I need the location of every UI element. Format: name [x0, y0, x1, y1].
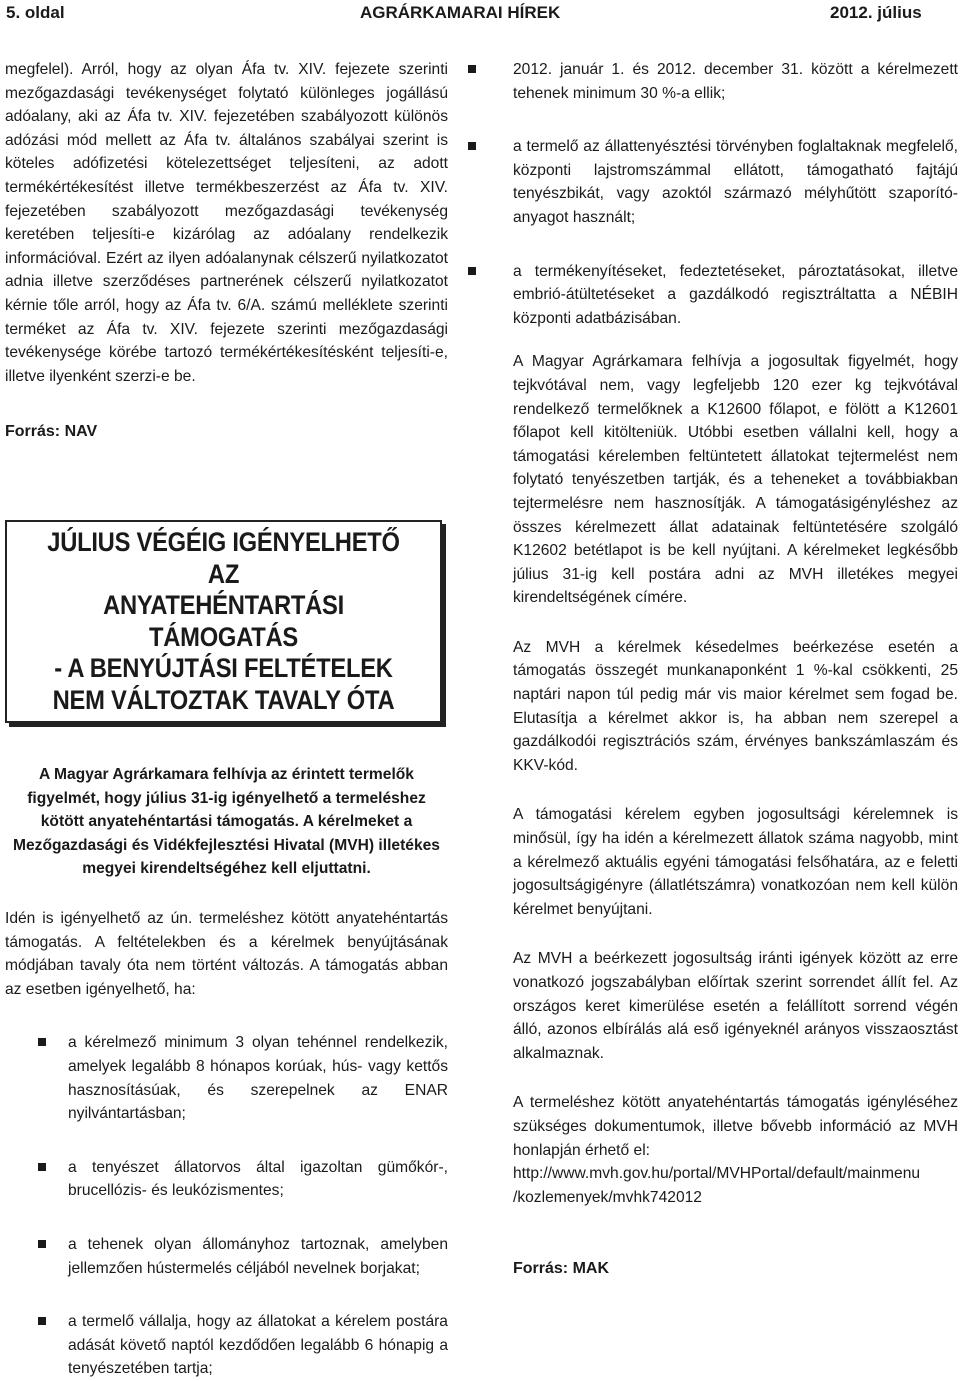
list-item-text: a termelő az állattenyésztési törvényben foglaltaknak megfelelő, központi lajstromszámmal ellátott, támogatható fajtájú tenyészbikát, vagy azoktól származó mélyhűtött szaporító-anyagot használt;: [513, 138, 958, 226]
body-paragraph: A Magyar Agrárkamara felhívja a jogosultak figyelmét, hogy tejkvótával nem, vagy legfeljebb 120 ezer kg tejkvótával rendelkező termelőknek a K12600 főlapot, e fölött a K12601 főlapot kell kitölteniük. Utóbbi esetben vállalni kell, hogy a támogatási kérelemben feltüntetett állatokat tejtermelést nem folytató tenyészetben tartják, és a teheneket a továbbiakban tejtermelésre nem hasznosítják. A támogatásigényléshez az összes kérelmezett állat adatainak feltüntetésére szolgáló K12602 betétlapot is be kell nyújtani. A kérelmeket legkésőbb július 31-ig kell postára adni az MVH illetékes megyei kirendeltségének címére.: [513, 353, 958, 607]
square-bullet-icon: [38, 1038, 46, 1046]
lead-paragraph: A Magyar Agrárkamara felhívja az érintett termelők figyelmét, hogy július 31-ig igényelhető a termeléshez kötött anyatehéntartási támogatás. A kérelmeket a Mezőgazdasági és Vidékfejlesztési Hivatal (MVH) illetékes megyei kirendeltségéhez kell eljuttatni.: [13, 766, 440, 878]
list-item: [445, 260, 958, 331]
list-item-text: a tenyészet állatorvos által igazoltan gümőkór-, brucellózis- és leukózismentes;: [68, 1158, 448, 1200]
body-paragraph: A támogatási kérelem egyben jogosultsági kérelemnek is minősül, így ha idén a kérelmezett állatok száma nagyobb, mint a kérelmező aktuális egyéni támogatási felsőhatára, az e feletti jogosultságigényre (állatlétszámra) vonatkozóan nem kell külön kérelmet benyújtani.: [513, 806, 958, 918]
source-nav: Forrás: NAV: [5, 423, 98, 441]
list-item: [445, 135, 958, 229]
square-bullet-icon: [468, 142, 476, 150]
right-column: [513, 58, 958, 1281]
list-item-text: a tehenek olyan állományhoz tartoznak, amelyben jellemzően hústermelés céljából nevelnek borjakat;: [68, 1235, 448, 1277]
issue-date: 2012. július: [830, 3, 922, 22]
list-item: [445, 58, 958, 105]
list-item-text: a termelő vállalja, hogy az állatokat a kérelem postára adását követő naptól kezdődően legalább 6 hónapig a tenyészetében tartja;: [68, 1313, 448, 1378]
list-item: [5, 1156, 448, 1203]
list-item: [5, 1031, 448, 1125]
headline-line: - A BENYÚJTÁSI FELTÉTELEK: [54, 653, 393, 683]
list-item: [5, 1310, 448, 1381]
body-paragraph: Az MVH a beérkezett jogosultság iránti igények között az erre vonatkozó jogszabályban előírtak szerint sorrendet állít fel. Az országos keret kimerülése esetén a felállított sorrend végén álló, azonos elbírálás alá eső igényeknél arányos visszaosztást alkalmaznak.: [513, 950, 958, 1062]
mvh-link[interactable]: http://www.mvh.gov.hu/portal/MVHPortal/default/mainmenu: [513, 1165, 921, 1183]
source-mak: Forrás: MAK: [513, 1260, 610, 1278]
page-number: 5. oldal: [6, 3, 65, 22]
square-bullet-icon: [468, 267, 476, 275]
square-bullet-icon: [38, 1240, 46, 1248]
headline-line: TÁMOGATÁS: [149, 621, 298, 652]
left-column-lower: [5, 907, 448, 1381]
body-paragraph: Idén is igényelhető az ún. termeléshez kötött anyatehéntartás támogatás. A feltételekben és a kérelmek benyújtásának módjában tavaly óta nem történt változás. A támogatás abban az esetben igényelhető, ha:: [5, 910, 448, 998]
intro-paragraph: megfelel). Arról, hogy az olyan Áfa tv. XIV. fejezete szerinti mezőgazdasági tevékenységet folytató különleges jogállású adóalany, aki az Áfa tv. XIV. fejezetében szabályozott különös adózási mód mellett az Áfa tv. általános szabályai szerint is köteles adófizetési kötelezettséget teljesíteni, az adott termékértékesítést illetve termékbeszerzést az Áfa tv. XIV. fejezetében szabályozott mezőgazdasági tevékenység keretében teljesíti-e kizárólag az adóalany rendelkezik információval. Ezért az ilyen adóalanynak célszerű nyilatkozatot adnia illetve szerződéses partnerének célszerű nyilatkozatot kérnie tőle arról, hogy az Áfa tv. 6/A. számú melléklete szerinti terméket az Áfa tv. XIV. fejezete szerinti mezőgazdasági tevékenysége körébe tartozó termékértékesítésként teljesíti-e, illetve ilyenként szerzi-e be.: [5, 61, 448, 385]
square-bullet-icon: [38, 1163, 46, 1171]
headline-line: JÚLIUS VÉGÉIG IGÉNYELHETŐ AZ: [47, 527, 400, 589]
body-paragraph: Az MVH a kérelmek késedelmes beérkezése esetén a támogatás összegét munkanaponként 1 %-kal csökkenti, 25 naptári napon túl pedig már vis maior kérelmet sem fogad be. Elutasítja a kérelmet akkor is, ha abban nem szerepel a gazdálkodói regisztrációs szám, érvényes bankszámlaszám és KKV-kód.: [513, 638, 958, 774]
mvh-link-continued[interactable]: /kozlemenyek/mvhk742012: [513, 1188, 702, 1206]
eligibility-list-continued: [445, 58, 958, 330]
list-item-text: 2012. január 1. és 2012. december 31. között a kérelmezett tehenek minimum 30 %-a ellik;: [513, 61, 958, 102]
headline: [33, 527, 414, 716]
square-bullet-icon: [38, 1317, 46, 1325]
list-item-text: a kérelmező minimum 3 olyan tehénnel rendelkezik, amelyek legalább 8 hónapos korúak, hús- vagy kettős hasznosításúak, és szerepelnek az ENAR nyilvántartásban;: [68, 1034, 448, 1123]
eligibility-list: [5, 1031, 448, 1381]
left-column: [5, 58, 448, 444]
publication-title: AGRÁRKAMARAI HÍREK: [360, 3, 561, 22]
body-paragraph: A termeléshez kötött anyatehéntartás támogatás igényléséhez szükséges dokumentumok, illetve bővebb információ az MVH honlapján érhető el:: [513, 1094, 958, 1159]
list-item: [5, 1233, 448, 1280]
page-header: [0, 0, 960, 32]
headline-box: [5, 520, 442, 723]
headline-line: NEM VÁLTOZTAK TAVALY ÓTA: [52, 684, 395, 715]
headline-line: ANYATEHÉNTARTÁSI: [103, 590, 344, 620]
square-bullet-icon: [468, 65, 476, 73]
list-item-text: a termékenyítéseket, fedeztetéseket, pároztatásokat, illetve embrió-átültetéseket a gazdálkodó regisztráltatta a NÉBIH központi adatbázisában.: [513, 262, 958, 327]
